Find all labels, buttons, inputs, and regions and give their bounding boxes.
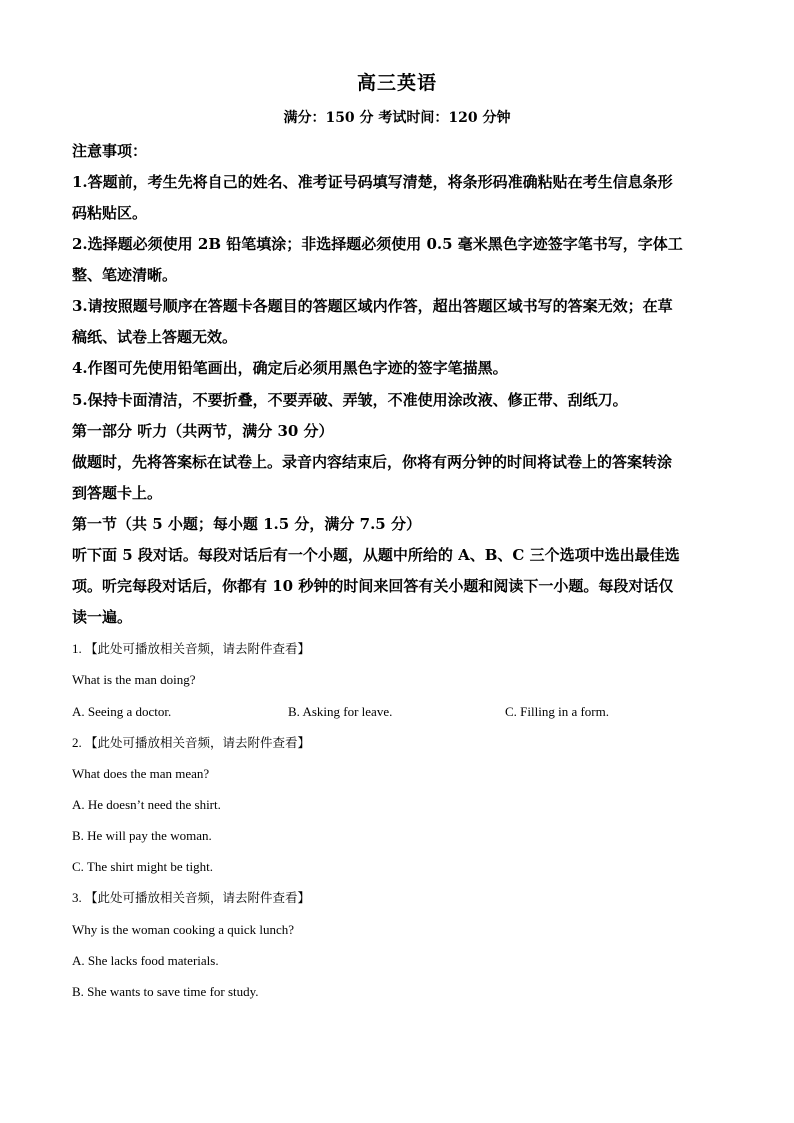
section-1-heading: 第一节（共 5 小题；每小题 1.5 分，满分 7.5 分） [72,515,421,533]
note-item-5: 5.保持卡面清洁，不要折叠，不要弄破、弄皱，不准使用涂改液、修正带、刮纸刀。 [72,391,628,409]
section-1-instructions-line-2: 项。听完每段对话后，你都有 10 秒钟的时间来回答有关小题和阅读下一小题。每段对话仅 [72,577,674,595]
note-item-3-line-1: 3.请按照题号顺序在答题卡各题目的答题区域内作答，超出答题区域书写的答案无效；在草 [72,297,673,315]
note-item-2-line-1: 2.选择题必须使用 2B 铅笔填涂；非选择题必须使用 0.5 毫米黑色字迹签字笔书写，字体工 [72,235,683,253]
question-number: 3. [72,890,82,905]
audio-note: 【此处可播放相关音频，请去附件查看】 [85,890,311,905]
question-2-option-a: A. He doesn’t need the shirt. [72,797,221,812]
question-number: 2. [72,735,82,750]
page-title: 高三英语 [356,72,437,94]
question-3-option-b: B. She wants to save time for study. [72,984,259,999]
question-1-header [72,640,310,658]
question-number: 1. [72,641,82,656]
note-item-1-line-1: 1.答题前，考生先将自己的姓名、准考证号码填写清楚，将条形码准确粘贴在考生信息条形 [72,173,673,191]
note-item-4: 4.作图可先使用铅笔画出，确定后必须用黑色字迹的签字笔描黑。 [72,359,508,377]
question-3-header [72,889,310,907]
question-1-option-b: B. Asking for leave. [288,704,393,719]
note-item-2-line-2: 整、笔迹清晰。 [72,266,178,284]
note-item-3-line-2: 稿纸、试卷上答题无效。 [72,328,238,346]
question-2-stem: What does the man mean? [72,766,210,781]
question-2-option-c: C. The shirt might be tight. [72,859,213,874]
part-1-heading: 第一部分 听力（共两节，满分 30 分） [72,422,334,440]
question-2-option-b: B. He will pay the woman. [72,828,212,843]
section-1-instructions-line-3: 读一遍。 [72,608,133,626]
question-1-option-a: A. Seeing a doctor. [72,704,172,719]
note-item-1-line-2: 码粘贴区。 [72,204,148,222]
part-1-intro-line-2: 到答题卡上。 [72,484,163,502]
question-3-stem: Why is the woman cooking a quick lunch? [72,922,295,937]
question-2-header [72,734,310,752]
audio-note: 【此处可播放相关音频，请去附件查看】 [85,735,311,750]
question-1-option-c: C. Filling in a form. [505,704,609,719]
part-1-intro-line-1: 做题时，先将答案标在试卷上。录音内容结束后，你将有两分钟的时间将试卷上的答案转涂 [72,453,673,471]
question-3-option-a: A. She lacks food materials. [72,953,219,968]
section-1-instructions-line-1: 听下面 5 段对话。每段对话后有一个小题，从题中所给的 A、B、C 三个选项中选出最佳选 [72,546,680,564]
audio-note: 【此处可播放相关音频，请去附件查看】 [85,641,311,656]
notes-heading: 注意事项： [72,142,148,160]
question-1-stem: What is the man doing? [72,672,196,687]
exam-info: 满分：150 分 考试时间：120 分钟 [283,110,511,126]
